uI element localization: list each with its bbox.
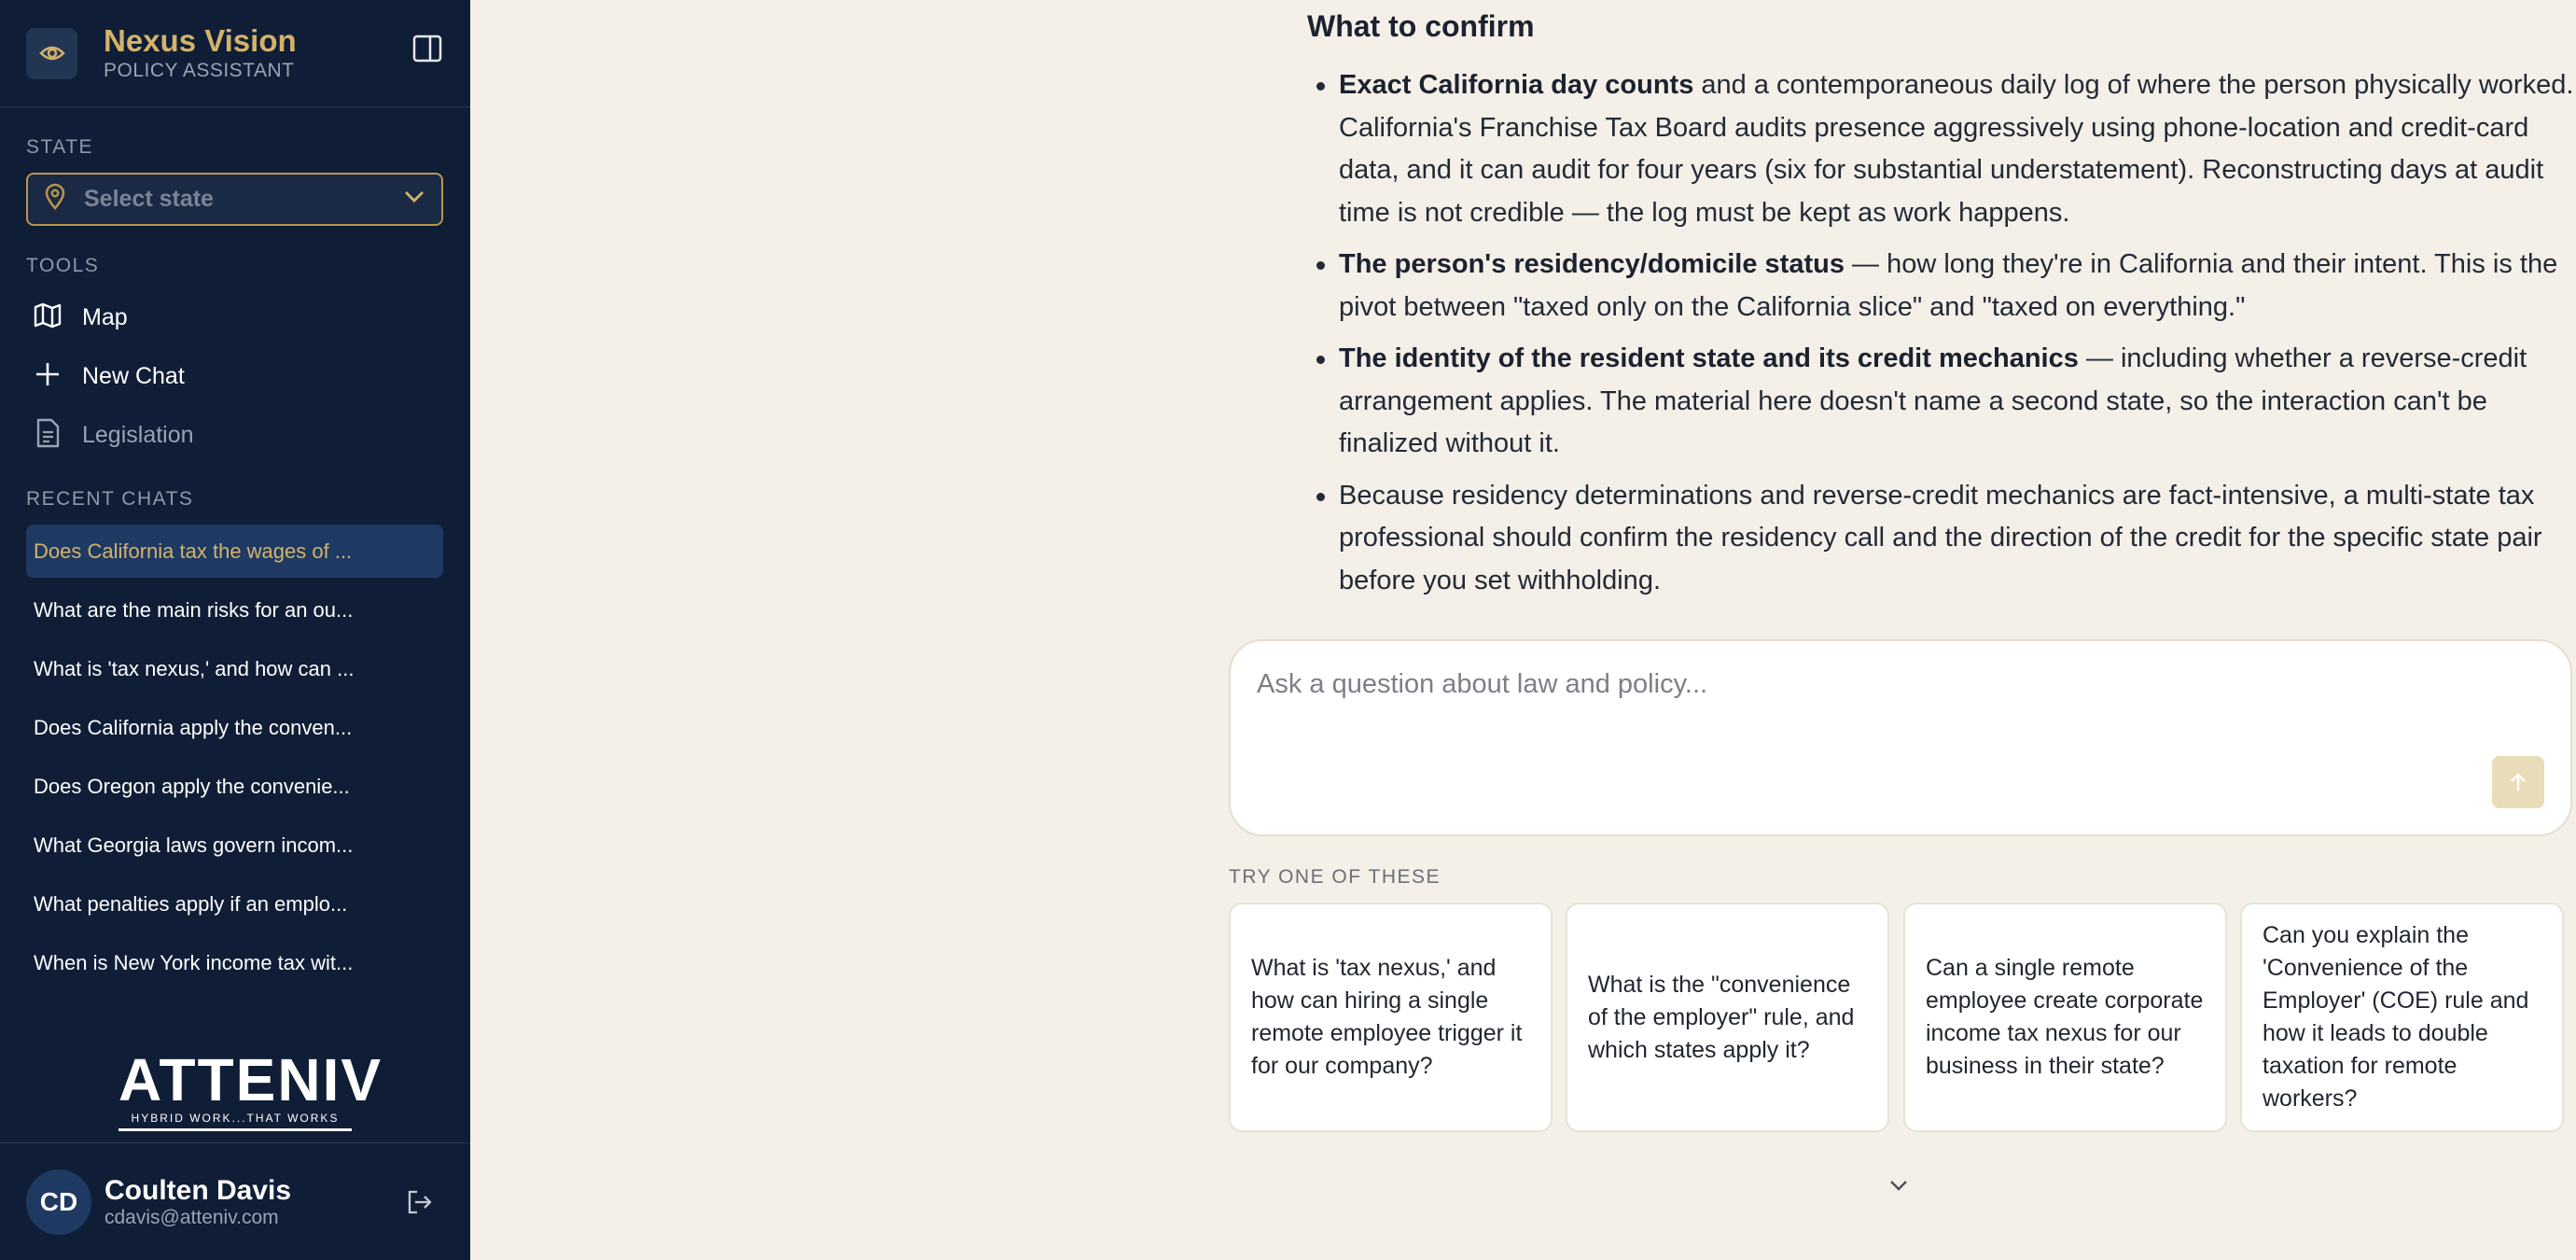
suggestion-card[interactable]: What is the "convenience of the employer" rule, and which states apply it? [1566,903,1889,1132]
user-email: cdavis@atteniv.com [104,1206,279,1228]
tool-legislation[interactable] [26,412,443,458]
recent-chats-label: RECENT CHATS [26,488,194,510]
assistant-message [1307,9,2576,611]
answer-bullet-bold: The person's residency/domicile status [1339,249,1845,279]
answer-bullet-list [1307,64,2576,602]
chat-input-placeholder: Ask a question about law and policy... [1257,669,1708,699]
answer-bullet [1307,64,2576,234]
answer-bullet-text: and a contemporaneous daily log of where the person physically worked. California's Franchise Tax Board audits presence aggressively using phone-location and credit-card data, and it can audit for four years (six for substantial understatement). Reconstructing days at audit time is not credible — the log must be kept as work happens. [1339,70,2574,228]
send-button[interactable] [2492,756,2544,808]
user-name: Coulten Davis [104,1174,292,1206]
answer-bullet-bold: Exact California day counts [1339,70,1694,100]
suggestion-card[interactable]: Can you explain the 'Convenience of the Employer' (COE) rule and how it leads to double taxation for remote workers? [2240,903,2564,1132]
location-pin-icon [45,184,65,215]
sidebar [0,0,470,1260]
company-logo [118,1046,383,1131]
chevron-down-icon [404,190,425,208]
answer-bullet-text: — including whether a reverse-credit arrangement applies. The material here doesn't name a second state, so the interaction can't be finalized without it. [1339,343,2527,458]
chat-input[interactable] [1229,639,2572,836]
suggestions-label: TRY ONE OF THESE [1229,866,1441,888]
answer-bullet [1307,475,2576,603]
answer-bullet [1307,244,2576,329]
arrow-up-icon [2508,771,2528,793]
brand-header [0,0,470,107]
sidebar-toggle-icon[interactable] [411,33,444,64]
state-select-value: Select state [84,186,214,212]
answer-bullet [1307,338,2576,466]
tool-map[interactable] [26,294,443,341]
avatar: CD [26,1169,91,1235]
recent-chat-item[interactable]: Does California apply the conven... [34,715,353,739]
recent-chat-item[interactable]: Does California tax the wages of ... [26,525,443,578]
tools-section-label: TOOLS [26,255,100,276]
answer-bullet-text: — how long they're in California and their intent. This is the pivot between "taxed only on the California slice" and "taxed on everything." [1339,249,2558,322]
company-logo-name: ATTENIV [118,1046,383,1113]
company-logo-tagline: HYBRID WORK...THAT WORKS [118,1112,352,1131]
tool-new-chat[interactable] [26,353,443,399]
recent-chat-item[interactable]: What Georgia laws govern incom... [34,833,354,857]
suggestion-card[interactable]: Can a single remote employee create corporate income tax nexus for our business in their state? [1903,903,2227,1132]
recent-chat-item[interactable]: What are the main risks for an ou... [34,597,354,622]
brand-subtitle: POLICY ASSISTANT [104,60,295,81]
tool-map-label: Map [82,303,128,330]
tool-legislation-label: Legislation [82,421,194,448]
tool-new-chat-label: New Chat [82,362,185,389]
answer-bullet-bold: The identity of the resident state and its credit mechanics [1339,343,2079,373]
suggestion-card[interactable]: What is 'tax nexus,' and how can hiring a single remote employee trigger it for our company? [1229,903,1553,1132]
scroll-down-chevron-icon[interactable] [1885,1171,1913,1199]
state-section-label: STATE [26,136,94,158]
brand-title: Nexus Vision [104,23,297,58]
eye-icon [26,28,77,79]
chat-main [470,0,2574,1260]
user-profile [0,1142,470,1260]
logout-icon[interactable] [407,1190,433,1219]
recent-chat-item[interactable]: What is 'tax nexus,' and how can ... [34,656,355,680]
recent-chat-item[interactable]: What penalties apply if an emplo... [34,891,348,916]
map-icon [34,302,62,333]
plus-icon [34,360,62,393]
document-icon [34,418,62,453]
answer-bullet-text: Because residency determinations and reverse-credit mechanics are fact-intensive, a multi-state tax professional should confirm the residency call and the direction of the credit for the specific state pair before you set withholding. [1339,480,2542,595]
answer-heading: What to confirm [1307,9,1535,43]
recent-chat-item[interactable]: When is New York income tax wit... [34,950,354,974]
recent-chat-item[interactable]: Does Oregon apply the convenie... [34,774,350,798]
state-select[interactable] [26,173,443,226]
